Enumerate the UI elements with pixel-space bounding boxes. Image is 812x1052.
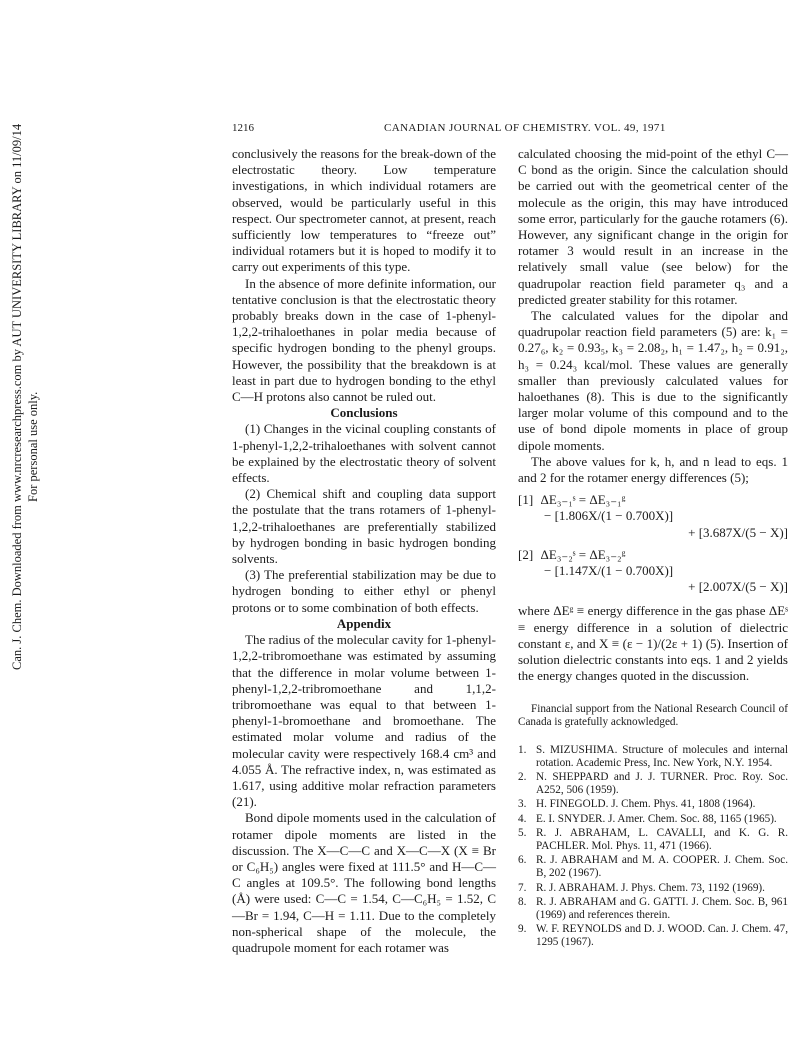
equation-term: + [3.687X/(5 − X)] bbox=[688, 524, 788, 540]
conclusion-item: (2) Chemical shift and coupling data support the postulate that the trans rotamers of 1-phenyl-1,2,2-trihaloethanes are preferentially stabilized by hydrogen bonding in basic hydrogen bonding solvents. bbox=[232, 486, 496, 567]
paragraph: The above values for k, h, and n lead to eqs. 1 and 2 for the rotamer energy differences (5); bbox=[518, 453, 788, 486]
reference-item: 3. H. FINEGOLD. J. Chem. Phys. 41, 1808 (1964). bbox=[518, 798, 756, 811]
acknowledgement: Financial support from the National Research Council of Canada is gratefully acknowledged. bbox=[518, 702, 788, 728]
equation-term: − [1.147X/(1 − 0.700X)] bbox=[544, 563, 674, 579]
equation-lhs: ΔE₃₋₁ˢ = ΔE₃₋₁ᵍ bbox=[540, 492, 626, 508]
equation-term: − [1.806X/(1 − 0.700X)] bbox=[544, 508, 674, 524]
right-column bbox=[518, 146, 788, 951]
equation-2 bbox=[518, 547, 788, 596]
equation-1 bbox=[518, 492, 788, 541]
download-watermark bbox=[2, 123, 42, 670]
conclusion-item: (1) Changes in the vicinal coupling constants of 1-phenyl-1,2,2-trihaloethanes with solvent cannot be explained by the electrostatic theory of solvent effects. bbox=[232, 421, 496, 486]
reference-item: 4. E. I. SNYDER. J. Amer. Chem. Soc. 88, 1165 (1965). bbox=[518, 812, 777, 825]
reference-item: 5. R. J. ABRAHAM, L. CAVALLI, and K. G. R. PACHLER. Mol. Phys. 11, 471 (1966). bbox=[518, 826, 788, 852]
equation-lhs: ΔE₃₋₂ˢ = ΔE₃₋₂ᵍ bbox=[540, 546, 626, 562]
reference-item: 8. R. J. ABRAHAM and G. GATTI. J. Chem. Soc. B, 961 (1969) and references therein. bbox=[518, 895, 788, 921]
equation-number: [1] bbox=[518, 492, 534, 508]
page-number: 1216 bbox=[232, 122, 254, 134]
equation-number: [2] bbox=[518, 546, 534, 562]
paragraph: conclusively the reasons for the break-down of the electrostatic theory. Low temperature investigations, in which individual rotamers are observed, would be particularly useful in this respect. Our spectrometer cannot, at present, reach sufficiently low temperatures to “freeze out” individual rotamers but it is hoped to modify it to carry out experiments of this type. bbox=[232, 146, 496, 275]
equation-term: + [2.007X/(5 − X)] bbox=[688, 579, 788, 595]
section-heading-conclusions: Conclusions bbox=[330, 405, 398, 421]
paragraph: Bond dipole moments used in the calculation of rotamer dipole moments are listed in the discussion. The X—C—C and X—C—X (X ≡ Br or C₆H₅) angles were fixed at 111.5° and H—C—C angles at 109.5°. The following bond lengths (Å) were used: C—C = 1.54, C—C₆H₅ = 1.52, C—Br = 1.94, C—H = 1.11. Due to the completely non-spherical shape of the molecule, the quadrupole moment for each rotamer was bbox=[232, 810, 496, 955]
paragraph: In the absence of more definite information, our tentative conclusion is that the electrostatic theory probably breaks down in the case of 1-phenyl-1,2,2-trihaloethanes in polar media because of specific hydrogen bonding to the phenyl groups. However, the possibility that the breakdown is at least in part due to hydrogen bonding to the ethyl C—H protons also cannot be ruled out. bbox=[232, 275, 496, 405]
left-column bbox=[232, 146, 496, 956]
reference-item: 1. S. MIZUSHIMA. Structure of molecules and internal rotation. Academic Press, Inc. New York, N.Y. 1954. bbox=[518, 743, 788, 769]
reference-item: 2. N. SHEPPARD and J. J. TURNER. Proc. Roy. Soc. A252, 506 (1959). bbox=[518, 770, 788, 797]
reference-item: 9. W. F. REYNOLDS and D. J. WOOD. Can. J. Chem. 47, 1295 (1967). bbox=[518, 923, 788, 949]
paragraph: where ΔEᵍ ≡ energy difference in the gas phase ΔEˢ ≡ energy difference in a solution of dielectric constant ε, and X ≡ (ε − 1)/(2ε + 1) (5). Insertion of solution dielectric constants into eqs. 1 and 2 yields the energy changes quoted in the discussion. bbox=[518, 603, 788, 684]
paragraph: calculated choosing the mid-point of the ethyl C—C bond as the origin. Since the calculation should be carried out with the geometrical center of the molecule as the origin, this may have introduced some error, particularly for the gauche rotamers (6). However, any significant change in the origin for rotamer 3 would result in an increase in the relatively small value (see below) for the quadrupolar reaction field parameter q₃ and a predicted greater stability for this rotamer. bbox=[518, 146, 788, 307]
paragraph: The radius of the molecular cavity for 1-phenyl-1,2,2-tribromoethane was estimated by assuming that the difference in molar volume between 1-phenyl-1,2,2-tribromoethane and 1,1,2-tribromoethane was equal to that between 1-phenyl-1-bromoethane and bromoethane. The estimated molar volume and radius of the molecular cavity were respectively 168.4 cm³ and 4.055 Å. The refractive index, n, was estimated as 1.617, using additive molar refraction parameters (21). bbox=[232, 632, 496, 810]
running-header bbox=[232, 122, 768, 138]
conclusion-item: (3) The preferential stabilization may be due to hydrogen bonding to either ethyl or phenyl protons or to some combination of both effects. bbox=[232, 567, 496, 615]
reference-item: 6. R. J. ABRAHAM and M. A. COOPER. J. Chem. Soc. B, 202 (1967). bbox=[518, 854, 788, 880]
paragraph: The calculated values for the dipolar and quadrupolar reaction field parameters (5) are: k₁ = 0.27₆, k₂ = 0.93₅, k₃ = 2.08₂, h₁ = 1.47₂, h₂ = 0.91₂, h₃ = 0.24₃ kcal/mol. These values are generally smaller than previously calculated values for haloethanes (8). This is due to the significantly larger molar volume of this compound and to the use of bond dipole moments in place of group dipole moments. bbox=[518, 308, 788, 453]
section-heading-appendix: Appendix bbox=[336, 615, 392, 631]
reference-item: 7. R. J. ABRAHAM. J. Phys. Chem. 73, 1192 (1969). bbox=[518, 881, 765, 894]
reference-list bbox=[518, 744, 788, 950]
download-notice: Can. J. Chem. Downloaded from www.nrcresearchpress.com by AUT UNIVERSITY LIBRARY on 11/09/14 bbox=[10, 123, 24, 670]
journal-title: CANADIAN JOURNAL OF CHEMISTRY. VOL. 49, 1971 bbox=[384, 122, 666, 134]
personal-use-notice: For personal use only. bbox=[26, 391, 40, 502]
